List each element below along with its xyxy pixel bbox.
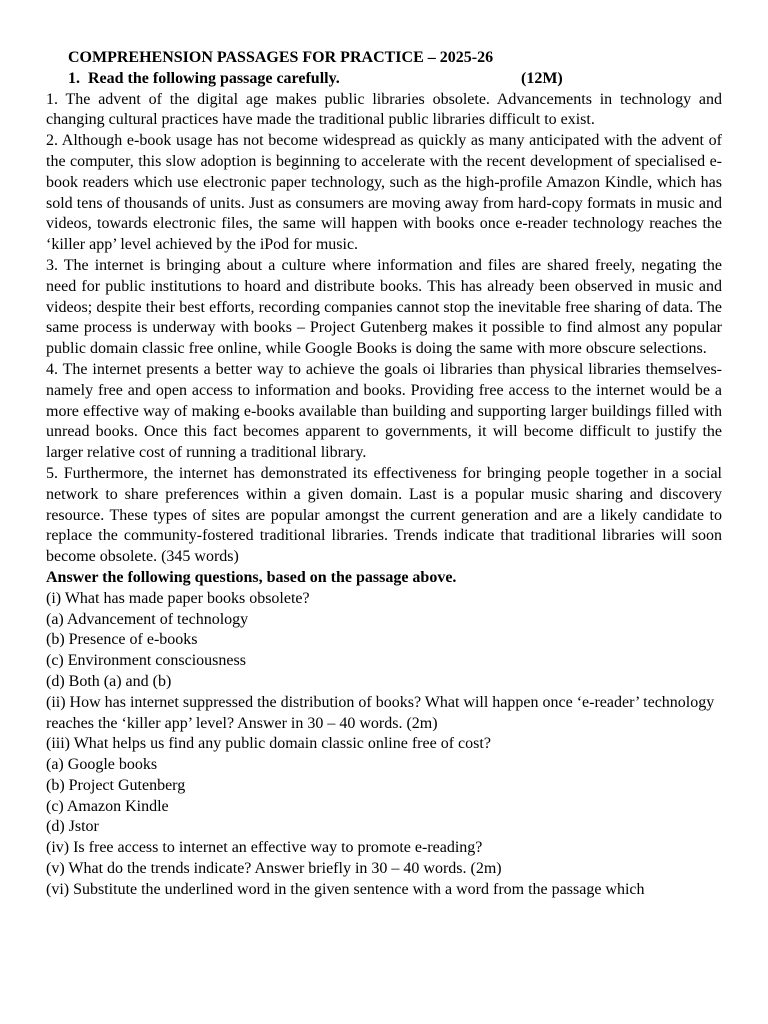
answer-instruction: Answer the following questions, based on the passage above. (46, 568, 457, 586)
question-v: (v) What do the trends indicate? Answer briefly in 30 – 40 words. (2m) (46, 860, 502, 878)
document-title: COMPREHENSION PASSAGES FOR PRACTICE – 2025-26 (68, 49, 494, 66)
question-ii: (ii) How has internet suppressed the distribution of books? What will happen once ‘e-reader’ technology reaches the ‘killer app’ level? Answer in 30 – 40 words. (2m) (46, 693, 715, 732)
option-i-a: (a) Advancement of technology (46, 610, 249, 628)
option-i-b: (b) Presence of e-books (46, 631, 198, 649)
passage-paragraph-2: 2. Although e-book usage has not become widespread as quickly as many anticipated with the advent of the computer, this slow adoption is beginning to accelerate with the recent development of specialised e-book readers which use electronic paper technology, such as the high-profile Amazon Kindle, which has sold tens of thousands of units. Just as consumers are moving away from hard-copy formats in music and videos, towards electronic files, the same will happen with books once e-reader technology reaches the ‘killer app’ level achieved by the iPod for music. (46, 132, 722, 254)
option-iii-a: (a) Google books (46, 756, 158, 774)
option-iii-c: (c) Amazon Kindle (46, 797, 169, 815)
question-i: (i) What has made paper books obsolete? (46, 589, 310, 607)
option-i-c: (c) Environment consciousness (46, 652, 246, 670)
passage-paragraph-5: 5. Furthermore, the internet has demonstrated its effectiveness for bringing people together in a social network to share preferences within a given domain. Last is a popular music sharing and discovery resource. These types of sites are popular amongst the current generation and are a likely candidate to replace the community-fostered traditional libraries. Trends indicate that traditional libraries will soon become obsolete. (345 words) (46, 464, 722, 566)
option-i-d: (d) Both (a) and (b) (46, 672, 172, 690)
option-iii-b: (b) Project Gutenberg (46, 776, 186, 794)
passage-paragraph-1: 1. The advent of the digital age makes public libraries obsolete. Advancements in technology and changing cultural practices have made the traditional public libraries difficult to exist. (46, 90, 722, 129)
passage-paragraph-3: 3. The internet is bringing about a culture where information and files are shared freely, negating the need for public institutions to hoard and distribute books. This has already been observed in music and videos; despite their best efforts, recording companies cannot stop the inevitable free sharing of data. The same process is underway with books – Project Gutenberg makes it possible to find almost any popular public domain classic free online, while Google Books is doing the same with more obscure selections. (46, 256, 722, 358)
question-marks: (12M) (521, 69, 563, 87)
question-vi: (vi) Substitute the underlined word in the given sentence with a word from the passage which (46, 880, 645, 898)
passage-paragraph-4: 4. The internet presents a better way to achieve the goals oi libraries than physical libraries themselves-namely free and open access to information and books. Providing free access to the internet would be a more effective way of making e-books available than building and supporting larger buildings filled with unread books. Once this fact becomes apparent to governments, it will become difficult to justify the larger relative cost of running a traditional library. (46, 360, 722, 462)
question-iii: (iii) What helps us find any public domain classic online free of cost? (46, 735, 491, 753)
question-heading-text: Read the following passage carefully. (88, 69, 340, 87)
question-heading (46, 69, 722, 90)
question-iv: (iv) Is free access to internet an effective way to promote e-reading? (46, 839, 483, 857)
option-iii-d: (d) Jstor (46, 818, 99, 836)
question-number: 1. (68, 69, 80, 87)
